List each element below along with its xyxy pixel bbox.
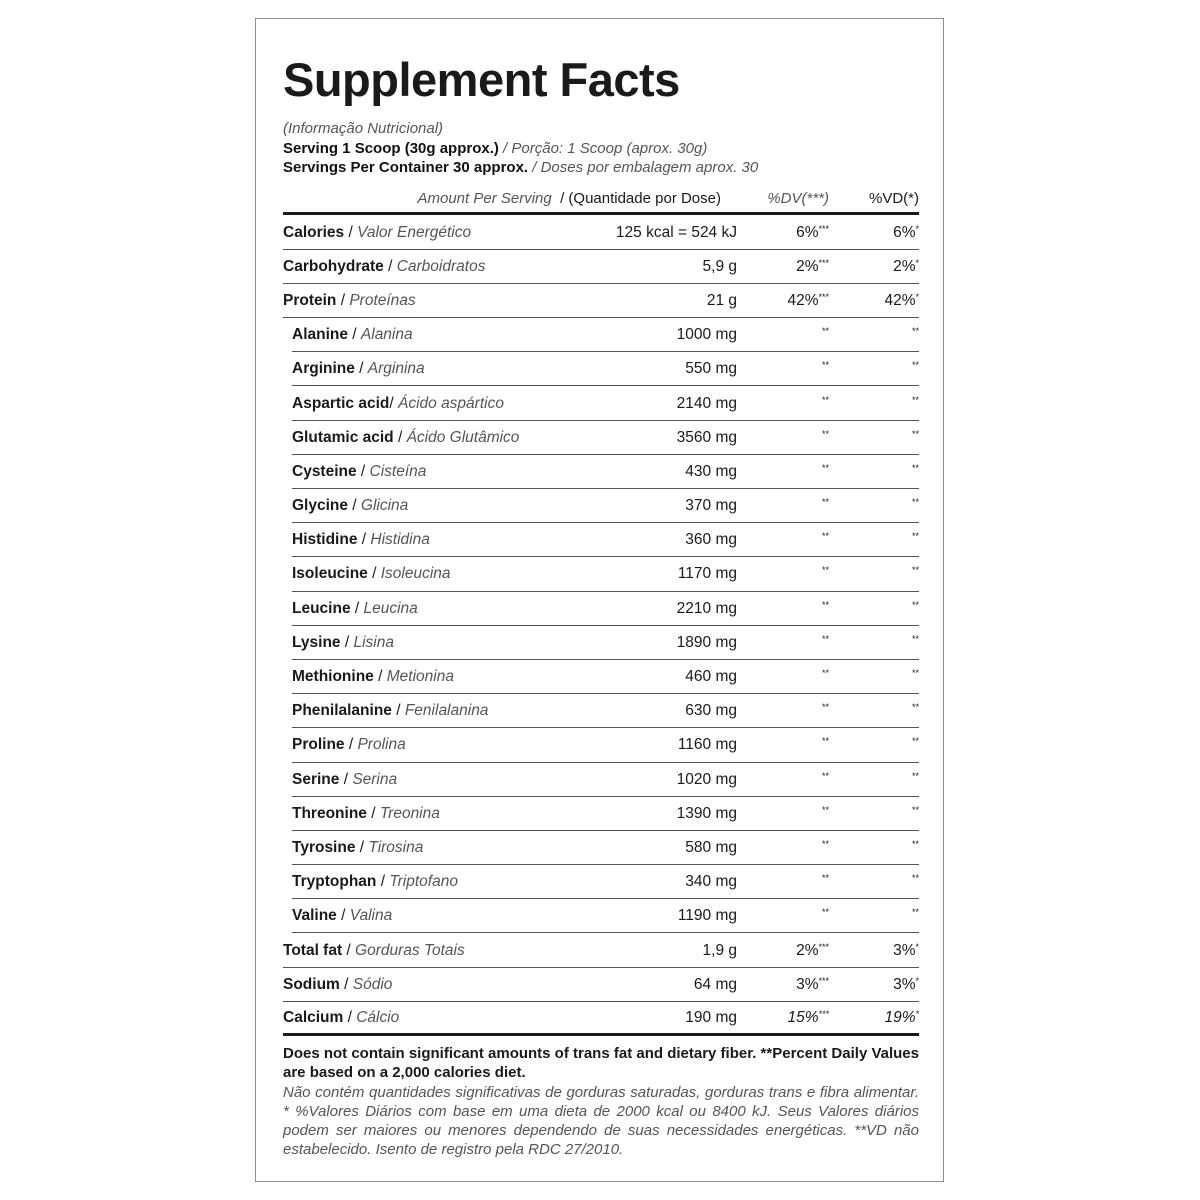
nutrient-name-en: Serine [292,770,340,788]
amount-header-pt: / (Quantidade por Dose) [551,190,721,207]
nutrient-name: Leucine / Leucina [292,599,418,617]
nutrient-name: Tryptophan / Triptofano [292,873,458,891]
nutrient-name: Isoleucine / Isoleucina [292,565,451,583]
nutrient-amount: 370 mg [685,497,737,515]
nutrient-row [292,900,919,933]
nutrient-row [292,866,919,899]
nutrient-vd: ** [911,531,919,542]
nutrient-name-pt: Valina [349,907,393,925]
vd-header: %VD(*) [868,190,919,207]
nutrient-row [292,695,919,728]
nutrient-name: Calories / Valor Energético [283,223,472,241]
nutrient-vd: 3%* [893,941,919,959]
nutrient-dv: ** [821,428,829,439]
column-header [283,186,919,215]
nutrient-amount: 2210 mg [676,599,737,617]
footnote-pt: Não contém quantidades significativas de gorduras saturadas, gorduras trans e fibra alimentar. * %Valores Diários com base em uma dieta de 2000 kcal ou 8400 kJ. Seus Valores diários podem ser maiores ou menores dependendo de suas necessidades energéticas. **VD não estabelecido. Isento de registro pela RDC 27/2010. [283,1083,919,1159]
nutrient-name-pt: Metionina [386,668,454,686]
nutrient-name: Histidine / Histidina [292,531,430,549]
nutrient-name: Glycine / Glicina [292,497,409,515]
amount-header-en: Amount Per Serving [417,190,552,207]
nutrient-vd: ** [911,633,919,644]
nutrient-row [283,934,919,967]
nutrient-name: Arginine / Arginina [292,360,425,378]
nutrient-name-en: Lysine [292,633,341,651]
nutrient-name-en: Isoleucine [292,565,368,583]
nutrient-amount: 2140 mg [676,394,737,412]
nutrient-name: Cysteine / Cisteína [292,462,427,480]
nutrient-dv: ** [821,736,829,747]
serving-size-en: Serving 1 Scoop (30g approx.) [283,139,499,157]
nutrient-vd: 42%* [884,291,919,309]
nutrient-name: Aspartic acid/ Ácido aspártico [292,394,504,412]
nutrient-amount: 630 mg [685,702,737,720]
nutrient-row [283,251,919,284]
nutrient-vd: ** [911,907,919,918]
nutrient-name-en: Carbohydrate [283,257,384,275]
nutrient-name-en: Tryptophan [292,873,377,891]
nutrient-name-pt: Lisina [353,633,394,651]
nutrient-dv: ** [821,838,829,849]
servings-per-container [283,158,919,178]
nutrient-name-pt: Tirosina [368,838,424,856]
nutrient-name: Alanine / Alanina [292,326,413,344]
nutrient-vd: ** [911,668,919,679]
nutrient-name: Carbohydrate / Carboidratos [283,257,486,275]
nutrient-vd: 3%* [893,975,919,993]
nutrient-name-en: Phenilalanine [292,702,392,720]
nutrient-name-en: Calories [283,223,345,241]
nutrient-amount: 550 mg [685,360,737,378]
serving-size [283,139,919,159]
nutrient-name-en: Proline [292,736,345,754]
nutrient-name: Calcium / Cálcio [283,1008,400,1026]
nutrient-name-pt: Proteínas [349,291,416,309]
nutrient-dv: 6%*** [796,223,829,241]
nutrient-name-pt: Triptofano [389,873,458,891]
nutrient-dv: 2%*** [796,941,829,959]
nutrient-amount: 125 kcal = 524 kJ [615,223,737,241]
nutrient-amount: 1,9 g [702,941,737,959]
nutrient-dv: ** [821,326,829,337]
nutrient-amount: 460 mg [685,668,737,686]
nutrient-name: Total fat / Gorduras Totais [283,941,465,959]
nutrient-amount: 1890 mg [676,633,737,651]
nutrient-name-en: Alanine [292,326,348,344]
nutrient-name-pt: Carboidratos [396,257,486,275]
nutrient-name-en: Protein [283,291,337,309]
nutrient-amount: 580 mg [685,838,737,856]
nutrient-name-en: Total fat [283,941,343,959]
nutrient-name-en: Valine [292,907,337,925]
nutrient-name-en: Glutamic acid [292,428,394,446]
nutrient-name: Protein / Proteínas [283,291,416,309]
nutrient-vd: ** [911,599,919,610]
nutrient-row [292,353,919,386]
nutrient-row [292,832,919,865]
nutrient-name-en: Leucine [292,599,351,617]
nutrient-name-pt: Glicina [360,497,409,515]
nutrient-vd: ** [911,702,919,713]
nutrient-name-en: Glycine [292,497,348,515]
nutrient-name-pt: Cisteína [369,462,427,480]
nutrient-dv: 3%*** [796,975,829,993]
nutrient-row [292,422,919,455]
nutrient-dv: ** [821,360,829,371]
nutrient-dv: 42%*** [787,291,829,309]
nutrient-name: Methionine / Metionina [292,668,454,686]
nutrient-amount: 1390 mg [676,804,737,822]
nutrient-row [292,729,919,762]
footnote-en: Does not contain significant amounts of trans fat and dietary fiber. **Percent Daily Values are based on a 2,000 calories diet. [283,1045,919,1082]
nutrient-amount: 5,9 g [702,257,737,275]
serving-size-pt: / Porção: 1 Scoop (aprox. 30g) [498,139,708,157]
nutrient-dv: ** [821,633,829,644]
nutrient-name-pt: Leucina [363,599,418,617]
nutrient-dv: ** [821,804,829,815]
nutrient-amount: 430 mg [685,462,737,480]
nutrient-amount: 64 mg [693,975,737,993]
page-title: Supplement Facts [283,53,680,106]
servings-en: Servings Per Container 30 approx. [283,159,529,176]
nutrient-name-pt: Sódio [352,975,393,993]
nutrient-vd: ** [911,428,919,439]
nutrient-row [283,217,919,250]
nutrient-vd: ** [911,394,919,405]
nutrient-dv: ** [821,394,829,405]
amount-header [283,190,747,207]
nutrient-name-pt: Valor Energético [357,223,472,241]
nutrient-name: Phenilalanine / Fenilalanina [292,702,489,720]
nutrient-amount: 1170 mg [677,565,737,583]
nutrient-amount: 1020 mg [676,770,737,788]
nutrient-row [283,285,919,318]
servings-pt: / Doses por embalagem aprox. 30 [528,159,759,176]
nutrient-dv: ** [821,907,829,918]
nutrient-amount: 190 mg [685,1008,737,1026]
nutrient-name-pt: Histidina [370,531,430,549]
nutrient-name: Lysine / Lisina [292,633,394,651]
nutrient-name-en: Arginine [292,360,355,378]
nutrient-dv: ** [821,770,829,781]
nutrient-name-en: Histidine [292,531,358,549]
nutrient-dv: ** [821,873,829,884]
nutrient-name-en: Threonine [292,804,367,822]
nutrient-name-pt: Alanina [360,326,413,344]
nutrient-name-pt: Ácido aspártico [397,394,504,412]
nutrient-dv: 2%*** [796,257,829,275]
nutrient-name-en: Cysteine [292,462,357,480]
nutrient-vd: ** [911,497,919,508]
nutrient-name-pt: Gorduras Totais [355,941,465,959]
nutrient-row [292,490,919,523]
nutrient-dv: ** [821,668,829,679]
nutrient-name: Tyrosine / Tirosina [292,838,424,856]
nutrient-row [292,661,919,694]
nutrient-name-pt: Fenilalanina [404,702,489,720]
nutrient-amount: 3560 mg [676,428,737,446]
footnote [283,1044,919,1160]
nutrient-name-pt: Arginina [367,360,425,378]
nutrient-name-pt: Prolina [357,736,406,754]
nutrient-amount: 1160 mg [677,736,737,754]
nutrient-name-pt: Ácido Glutâmico [406,428,520,446]
nutrient-name: Glutamic acid / Ácido Glutâmico [292,428,520,446]
nutrient-name-en: Sodium [283,975,340,993]
nutrient-name-en: Aspartic acid [292,394,390,412]
nutrient-row [292,558,919,591]
nutrient-amount: 21 g [706,291,737,309]
nutrient-row [292,798,919,831]
nutrient-row [292,627,919,660]
info-label: (Informação Nutricional) [283,120,444,137]
nutrient-dv: 15%*** [787,1008,829,1026]
nutrient-vd: 19%* [884,1008,919,1026]
nutrient-row [292,524,919,557]
nutrient-vd: ** [911,804,919,815]
nutrient-row [292,764,919,797]
nutrient-name: Threonine / Treonina [292,804,440,822]
nutrient-vd: ** [911,360,919,371]
nutrient-vd: ** [911,838,919,849]
nutrient-row [292,387,919,420]
nutrient-vd: ** [911,565,919,576]
supplement-facts-label [283,52,919,1160]
nutrient-name-pt: Treonina [379,804,440,822]
nutrient-dv: ** [821,599,829,610]
nutrient-vd: ** [911,326,919,337]
nutrient-dv: ** [821,497,829,508]
nutrient-name-pt: Isoleucina [380,565,451,583]
nutrient-dv: ** [821,462,829,473]
nutrient-vd: ** [911,873,919,884]
nutrient-vd: 2%* [893,257,919,275]
nutrient-vd: ** [911,736,919,747]
nutrient-amount: 1190 mg [677,907,737,925]
nutrient-row [292,593,919,626]
nutrient-row [292,456,919,489]
nutrient-name-en: Calcium [283,1008,344,1026]
nutrient-name: Valine / Valina [292,907,393,925]
nutrient-vd: ** [911,462,919,473]
nutrient-amount: 360 mg [685,531,737,549]
nutrient-amount: 340 mg [685,873,737,891]
nutrient-dv: ** [821,702,829,713]
nutrient-name: Serine / Serina [292,770,398,788]
nutrient-row [283,1003,919,1036]
nutrient-vd: ** [911,770,919,781]
nutrient-name-pt: Cálcio [356,1008,400,1026]
nutrient-name-en: Methionine [292,668,374,686]
dv-header: %DV(***) [767,190,829,207]
nutrient-amount: 1000 mg [676,326,737,344]
nutrient-name-pt: Serina [352,770,398,788]
serving-info [283,119,919,178]
nutrient-row [283,969,919,1002]
nutrient-dv: ** [821,531,829,542]
nutrient-name: Proline / Prolina [292,736,406,754]
nutrient-table [283,217,919,1037]
nutrient-dv: ** [821,565,829,576]
nutrient-vd: 6%* [893,223,919,241]
nutrient-name-en: Tyrosine [292,838,356,856]
nutrient-row [292,319,919,352]
nutrient-name: Sodium / Sódio [283,975,393,993]
